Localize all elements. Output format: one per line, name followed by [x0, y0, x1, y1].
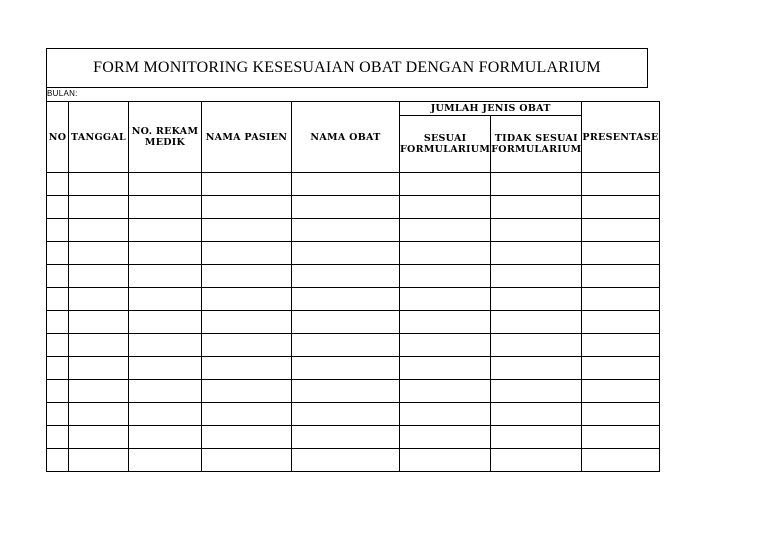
table-cell[interactable]: [400, 219, 491, 242]
table-cell[interactable]: [491, 288, 582, 311]
table-cell[interactable]: [202, 196, 292, 219]
table-cell[interactable]: [400, 311, 491, 334]
table-cell[interactable]: [292, 426, 400, 449]
table-cell[interactable]: [400, 357, 491, 380]
table-cell[interactable]: [202, 311, 292, 334]
table-row: [47, 173, 660, 196]
table-body: [47, 173, 660, 472]
table-cell[interactable]: [582, 288, 659, 311]
table-cell[interactable]: [582, 196, 659, 219]
table-cell[interactable]: [129, 426, 202, 449]
table-cell[interactable]: [47, 173, 69, 196]
table-cell[interactable]: [129, 357, 202, 380]
table-cell[interactable]: [69, 449, 129, 472]
table-cell[interactable]: [202, 334, 292, 357]
bulan-label: BULAN:: [47, 89, 78, 98]
table-cell[interactable]: [292, 288, 400, 311]
table-cell[interactable]: [400, 288, 491, 311]
table-row: [47, 403, 660, 426]
header-nama-pasien: NAMA PASIEN: [202, 102, 292, 173]
table-cell[interactable]: [292, 265, 400, 288]
table-cell[interactable]: [129, 265, 202, 288]
table-cell[interactable]: [400, 242, 491, 265]
table-cell[interactable]: [491, 426, 582, 449]
table-cell[interactable]: [400, 196, 491, 219]
table-cell[interactable]: [292, 357, 400, 380]
table-cell[interactable]: [292, 219, 400, 242]
table-cell[interactable]: [129, 311, 202, 334]
header-tanggal: TANGGAL: [69, 102, 129, 173]
header-no-rekam-medik: NO. REKAM MEDIK: [129, 102, 202, 173]
header-presentase: PRESENTASE: [582, 102, 659, 173]
table-cell[interactable]: [491, 196, 582, 219]
table-cell[interactable]: [582, 403, 659, 426]
table-cell[interactable]: [202, 380, 292, 403]
table-cell[interactable]: [129, 288, 202, 311]
table-cell[interactable]: [47, 357, 69, 380]
table-cell[interactable]: [129, 380, 202, 403]
table-cell[interactable]: [292, 173, 400, 196]
table-cell[interactable]: [582, 219, 659, 242]
table-cell[interactable]: [47, 288, 69, 311]
table-cell[interactable]: [129, 403, 202, 426]
table-cell[interactable]: [47, 219, 69, 242]
table-cell[interactable]: [69, 196, 129, 219]
table-cell[interactable]: [292, 311, 400, 334]
table-cell[interactable]: [47, 449, 69, 472]
table-cell[interactable]: [582, 265, 659, 288]
table-row: [47, 311, 660, 334]
header-sesuai-formularium: SESUAI FORMULARIUM: [400, 116, 491, 173]
table-cell[interactable]: [202, 426, 292, 449]
table-cell[interactable]: [69, 380, 129, 403]
table-cell[interactable]: [47, 426, 69, 449]
table-cell[interactable]: [582, 380, 659, 403]
table-cell[interactable]: [491, 380, 582, 403]
table-cell[interactable]: [491, 311, 582, 334]
table-cell[interactable]: [69, 334, 129, 357]
table-row: [47, 357, 660, 380]
header-tidak-sesuai-formularium: TIDAK SESUAI FORMULARIUM: [491, 116, 582, 173]
table-cell[interactable]: [582, 334, 659, 357]
table-cell[interactable]: [47, 265, 69, 288]
table-cell[interactable]: [400, 380, 491, 403]
table-row: [47, 219, 660, 242]
table-cell[interactable]: [129, 242, 202, 265]
header-jumlah-jenis-obat: JUMLAH JENIS OBAT: [400, 102, 582, 116]
table-row: [47, 426, 660, 449]
table-cell[interactable]: [129, 219, 202, 242]
table-cell[interactable]: [69, 219, 129, 242]
table-row: [47, 449, 660, 472]
table-cell[interactable]: [400, 426, 491, 449]
monitoring-table: [46, 101, 660, 472]
table-cell[interactable]: [491, 219, 582, 242]
table-row: [47, 380, 660, 403]
table-cell[interactable]: [129, 196, 202, 219]
table-cell[interactable]: [69, 357, 129, 380]
table-cell[interactable]: [582, 449, 659, 472]
table-cell[interactable]: [69, 265, 129, 288]
table-cell[interactable]: [202, 288, 292, 311]
table-cell[interactable]: [202, 403, 292, 426]
table-cell[interactable]: [69, 173, 129, 196]
table-cell[interactable]: [292, 403, 400, 426]
table-row: [47, 288, 660, 311]
table-cell[interactable]: [47, 380, 69, 403]
table-cell[interactable]: [129, 173, 202, 196]
table-cell[interactable]: [292, 449, 400, 472]
table-cell[interactable]: [400, 449, 491, 472]
table-cell[interactable]: [69, 311, 129, 334]
table-cell[interactable]: [47, 196, 69, 219]
table-cell[interactable]: [292, 380, 400, 403]
table-row: [47, 196, 660, 219]
table-cell[interactable]: [400, 265, 491, 288]
table-cell[interactable]: [202, 265, 292, 288]
table-cell[interactable]: [491, 403, 582, 426]
table-cell[interactable]: [491, 449, 582, 472]
table-cell[interactable]: [69, 242, 129, 265]
table-cell[interactable]: [202, 449, 292, 472]
header-nama-obat: NAMA OBAT: [292, 102, 400, 173]
table-cell[interactable]: [292, 334, 400, 357]
table-cell[interactable]: [129, 334, 202, 357]
table-cell[interactable]: [491, 357, 582, 380]
table-cell[interactable]: [400, 173, 491, 196]
table-row: [47, 265, 660, 288]
table-cell[interactable]: [202, 173, 292, 196]
table-cell[interactable]: [582, 173, 659, 196]
table-cell[interactable]: [400, 334, 491, 357]
table-cell[interactable]: [491, 242, 582, 265]
table-cell[interactable]: [47, 311, 69, 334]
table-cell[interactable]: [202, 357, 292, 380]
table-row: [47, 334, 660, 357]
table-cell[interactable]: [582, 357, 659, 380]
table-cell[interactable]: [292, 242, 400, 265]
table-cell[interactable]: [47, 334, 69, 357]
form-title: FORM MONITORING KESESUAIAN OBAT DENGAN FORMULARIUM: [46, 48, 648, 88]
table-cell[interactable]: [491, 334, 582, 357]
table-cell[interactable]: [491, 173, 582, 196]
table-cell[interactable]: [202, 219, 292, 242]
table-cell[interactable]: [582, 311, 659, 334]
table-cell[interactable]: [69, 288, 129, 311]
table-cell[interactable]: [47, 242, 69, 265]
table-cell[interactable]: [129, 449, 202, 472]
header-no: NO: [47, 102, 69, 173]
table-cell[interactable]: [582, 426, 659, 449]
table-cell[interactable]: [582, 242, 659, 265]
table-cell[interactable]: [69, 403, 129, 426]
table-cell[interactable]: [202, 242, 292, 265]
table-cell[interactable]: [491, 265, 582, 288]
table-cell[interactable]: [47, 403, 69, 426]
table-cell[interactable]: [69, 426, 129, 449]
table-cell[interactable]: [292, 196, 400, 219]
table-cell[interactable]: [400, 403, 491, 426]
table-row: [47, 242, 660, 265]
